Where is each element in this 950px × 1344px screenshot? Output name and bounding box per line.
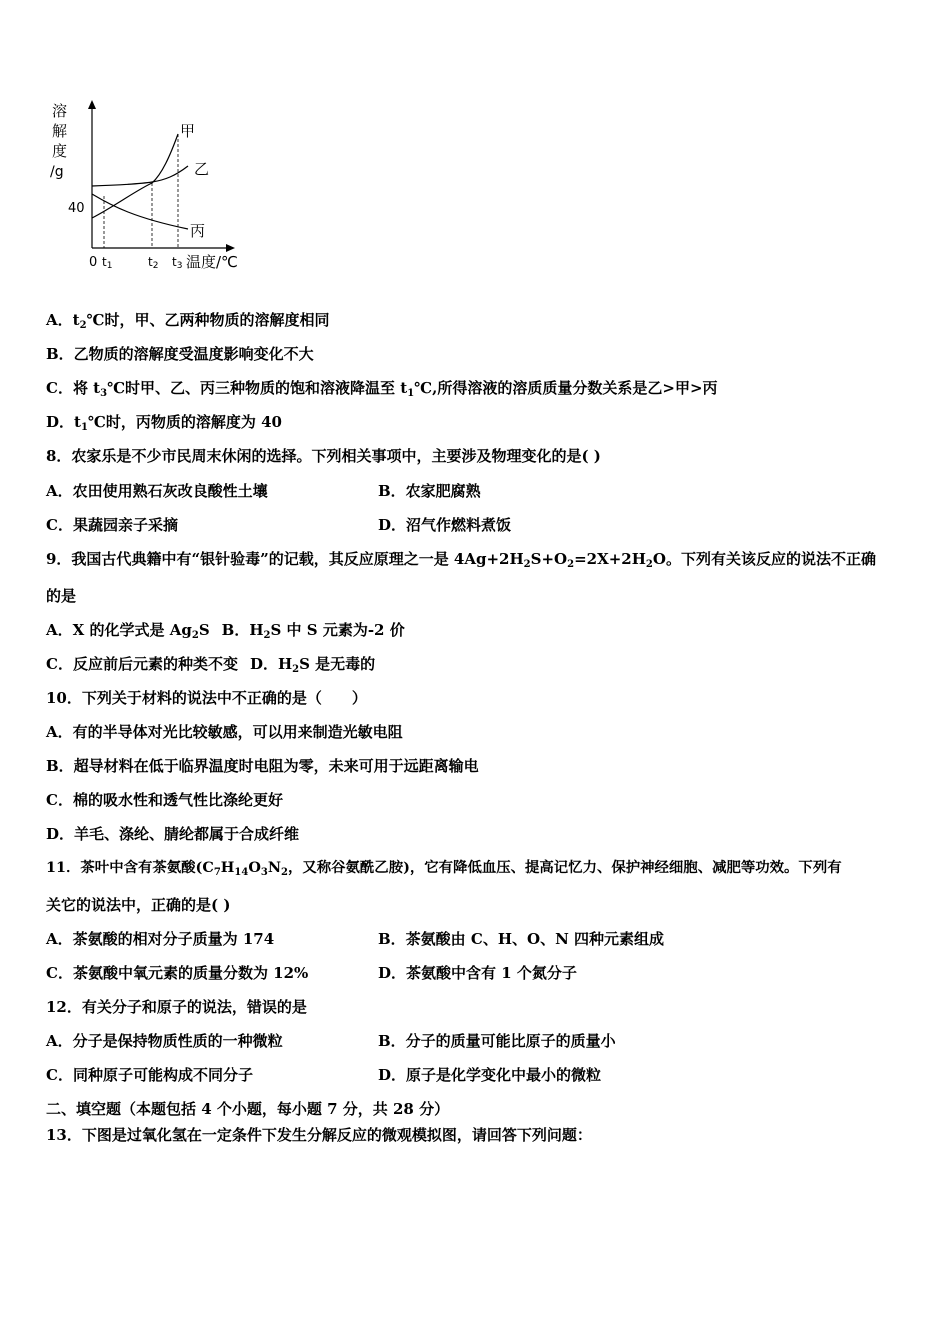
- q10-option-c: C．棉的吸水性和透气性比涤纶更好: [46, 791, 283, 809]
- x-tick-t2: t2: [148, 255, 159, 271]
- x-axis-label: 温度/℃: [186, 253, 238, 271]
- q12-options-row1: [46, 1031, 906, 1051]
- label-bing: 丙: [190, 222, 206, 240]
- q10-option-b: B．超导材料在低于临界温度时电阻为零，未来可用于远距离输电: [46, 757, 479, 775]
- ylabel-char: 溶: [52, 102, 68, 120]
- q8-option-a: A．农田使用熟石灰改良酸性土壤: [46, 482, 268, 500]
- q9-stem-cont: 的是: [46, 587, 77, 605]
- q8-options-row1: [46, 481, 906, 501]
- q9-options-row1: [46, 620, 405, 640]
- ylabel-char: 度: [52, 142, 68, 160]
- q9-options-row2: [46, 654, 375, 674]
- q8-option-b: B．农家肥腐熟: [378, 482, 481, 500]
- x-tick-t3: t3: [172, 255, 183, 271]
- q10-stem: 10．下列关于材料的说法中不正确的是（ ）: [46, 689, 367, 707]
- solubility-graph: [40, 96, 250, 276]
- ylabel-char: /g: [50, 164, 64, 180]
- y-axis-label: [50, 102, 67, 180]
- q9-stem: 9．我国古代典籍中有“银针验毒”的记载，其反应原理之一是 $4Ag+2H_2S+O_2=2X+2H_2O$。下列有关该反应的说法不正确: [46, 550, 876, 570]
- q9-option-a: A．X 的化学式是 $Ag_2S$: [46, 621, 210, 641]
- curve-jia: [92, 134, 178, 218]
- origin-label: 0: [89, 255, 98, 270]
- q7-option-d: D．$t_1℃$时，丙物质的溶解度为 40: [46, 413, 282, 433]
- q11-options-row1: [46, 929, 906, 949]
- q9-option-c: C．反应前后元素的种类不变: [46, 655, 238, 673]
- q12-option-d: D．原子是化学变化中最小的微粒: [378, 1066, 602, 1084]
- label-jia: 甲: [180, 122, 196, 140]
- q10-option-d: D．羊毛、涤纶、腈纶都属于合成纤维: [46, 825, 300, 843]
- section-2-heading: 二、填空题（本题包括 4 个小题，每小题 7 分，共 28 分）: [46, 1100, 450, 1118]
- q11-stem-cont: 关它的说法中，正确的是( ): [46, 896, 231, 914]
- q7-option-a: A．$t_2℃$时，甲、乙两种物质的溶解度相同: [46, 311, 330, 331]
- q12-stem: 12．有关分子和原子的说法，错误的是: [46, 998, 307, 1016]
- y-axis-arrow: [88, 100, 96, 109]
- curve-bing: [92, 194, 188, 229]
- q11-option-d: D．茶氨酸中含有 1 个氮分子: [378, 964, 577, 982]
- q12-option-a: A．分子是保持物质性质的一种微粒: [46, 1032, 283, 1050]
- ylabel-char: 解: [52, 122, 68, 140]
- q7-option-b: B．乙物质的溶解度受温度影响变化不大: [46, 345, 314, 363]
- q11-option-b: B．茶氨酸由 C、H、O、N 四种元素组成: [378, 930, 665, 948]
- q11-options-row2: [46, 963, 906, 983]
- q8-option-d: D．沼气作燃料煮饭: [378, 516, 512, 534]
- y-tick-40: 40: [68, 201, 85, 216]
- q9-option-d: D．$H_2S$ 是无毒的: [249, 655, 376, 675]
- x-axis-arrow: [226, 244, 235, 252]
- q8-options-row2: [46, 515, 906, 535]
- label-yi: 乙: [194, 160, 210, 178]
- q12-option-c: C．同种原子可能构成不同分子: [46, 1066, 253, 1084]
- q13-stem: 13．下图是过氧化氢在一定条件下发生分解反应的微观模拟图，请回答下列问题：: [46, 1126, 592, 1144]
- q10-option-a: A．有的半导体对光比较敏感，可以用来制造光敏电阻: [46, 723, 403, 741]
- curve-yi: [92, 166, 188, 186]
- q7-option-c: C．将 $t_3℃$时甲、乙、丙三种物质的饱和溶液降温至 $t_1℃$,所得溶液的溶质质量分数关系是乙>甲>丙: [46, 379, 718, 399]
- x-tick-t1: t1: [102, 255, 113, 271]
- q8-option-c: C．果蔬园亲子采摘: [46, 516, 178, 534]
- q8-stem: 8．农家乐是不少市民周末休闲的选择。下列相关事项中，主要涉及物理变化的是( ): [46, 447, 601, 465]
- q12-options-row2: [46, 1065, 906, 1085]
- q12-option-b: B．分子的质量可能比原子的质量小: [378, 1032, 616, 1050]
- q11-option-c: C．茶氨酸中氧元素的质量分数为 12%: [46, 964, 309, 982]
- q9-option-b: B．$H_2S$ 中 S 元素为-2 价: [221, 621, 405, 641]
- q11-option-a: A．茶氨酸的相对分子质量为 174: [46, 930, 275, 948]
- q11-stem: 11．茶叶中含有茶氨酸($C_7H_{14}O_3N_2$，又称谷氨酰乙胺)，它有降低血压、提高记忆力、保护神经细胞、减肥等功效。下列有: [46, 859, 842, 878]
